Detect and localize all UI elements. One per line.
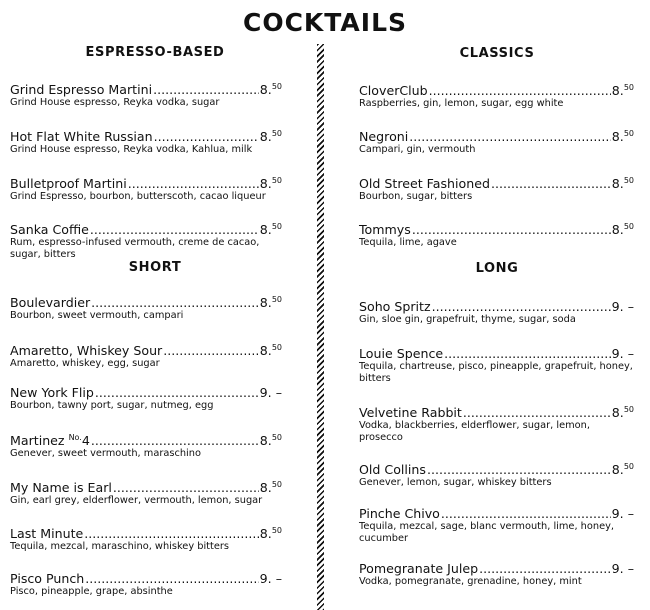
menu-item-price-main: 8.: [259, 222, 272, 237]
menu-item-description: Amaretto, whiskey, egg, sugar: [10, 358, 160, 369]
section-heading-classics: CLASSICS: [459, 46, 535, 61]
menu-item-description: Vodka, blackberries, elderflower, sugar, lemon, prosecco: [359, 420, 590, 443]
menu-item-name-text: Bulletproof Martini: [10, 176, 127, 191]
menu-item-price: [260, 477, 282, 495]
menu-item-price-main: 9. –: [259, 385, 282, 400]
dot-leader: [90, 222, 259, 237]
menu-item-price-cents: 50: [271, 480, 282, 489]
menu-item-price-main: 8.: [611, 176, 624, 191]
menu-item-price: [612, 80, 634, 98]
menu-item-price: [612, 459, 634, 477]
menu-title: COCKTAILS: [242, 8, 408, 37]
menu-item-name-text: Last Minute: [10, 526, 84, 541]
menu-item-price: [260, 340, 282, 358]
menu-item-name: [10, 343, 162, 358]
menu-item-name-text: Amaretto, Whiskey Sour: [10, 343, 163, 358]
menu-item-description: Raspberries, gin, lemon, sugar, egg white: [359, 98, 564, 109]
menu-item-price-main: 9. –: [611, 561, 634, 576]
menu-item-name-text: Pomegranate Julep: [359, 561, 479, 576]
menu-item-name: [10, 430, 90, 448]
menu-item-price: [260, 523, 282, 541]
menu-item-price-main: 9. –: [611, 506, 634, 521]
menu-item-name-text: Hot Flat White Russian: [10, 129, 153, 144]
menu-item-price-cents: 50: [271, 82, 282, 91]
menu-item-price-main: 8.: [259, 343, 272, 358]
menu-item: [10, 340, 282, 370]
menu-item-price: [612, 173, 634, 191]
menu-item-name-text: Pisco Punch: [10, 571, 85, 586]
menu-item-line: [10, 340, 282, 358]
dot-leader: [84, 526, 259, 541]
menu-item-line: [10, 385, 282, 400]
menu-item-name: [10, 295, 90, 310]
dot-leader: [409, 129, 611, 144]
dot-leader: [412, 222, 611, 237]
menu-item-price-cents: 50: [623, 83, 634, 92]
menu-item-description: Bourbon, sweet vermouth, campari: [10, 310, 184, 321]
menu-item-name: [359, 405, 462, 420]
menu-item-description: Gin, sloe gin, grapefruit, thyme, sugar, soda: [359, 314, 576, 325]
menu-item: [10, 219, 282, 260]
menu-item-description: Gin, earl grey, elderflower, vermouth, lemon, sugar: [10, 495, 263, 506]
menu-item-price: [260, 173, 282, 191]
dot-leader: [444, 346, 611, 361]
menu-item-price: [612, 126, 634, 144]
menu-item-name-text: Negroni: [359, 129, 409, 144]
menu-item-name-text: New York Flip: [10, 385, 94, 400]
menu-item: [10, 79, 282, 109]
menu-item-name-suffix: 4: [81, 433, 90, 448]
menu-item-price: [260, 79, 282, 97]
menu-item-price-cents: 50: [271, 129, 282, 138]
menu-item-price: [260, 126, 282, 144]
menu-item-price-cents: 50: [623, 405, 634, 414]
menu-item: [359, 506, 634, 544]
menu-item-price: [612, 346, 634, 361]
menu-item-name: [10, 385, 94, 400]
menu-item: [10, 126, 282, 156]
menu-item-line: [10, 571, 282, 586]
menu-item-price: [260, 430, 282, 448]
menu-item: [10, 430, 282, 460]
menu-item-line: [359, 346, 634, 361]
menu-item: [359, 126, 634, 156]
menu-item-line: [359, 219, 634, 237]
menu-item-name: [359, 129, 408, 144]
menu-item-description: Genever, lemon, sugar, whiskey bitters: [359, 477, 552, 488]
menu-item-line: [359, 506, 634, 521]
menu-item-name-text: Grind Espresso Martini: [10, 82, 153, 97]
menu-item-price-main: 8.: [259, 82, 272, 97]
menu-item: [359, 459, 634, 489]
menu-item-price-main: 8.: [259, 526, 272, 541]
menu-item-price: [612, 561, 634, 576]
menu-item-name: [359, 506, 440, 521]
menu-item-description: Bourbon, sugar, bitters: [359, 191, 473, 202]
menu-item: [10, 292, 282, 322]
menu-item-name: [10, 571, 84, 586]
menu-item-line: [359, 80, 634, 98]
dot-leader: [128, 176, 259, 191]
menu-item-name-text: Sanka Coffie: [10, 222, 89, 237]
menu-item-line: [10, 477, 282, 495]
menu-item: [359, 80, 634, 110]
dot-leader: [154, 129, 259, 144]
menu-item-name-text: Martinez: [10, 433, 65, 448]
column-divider: [317, 44, 324, 610]
menu-item-price-main: 8.: [611, 405, 624, 420]
menu-item-line: [10, 173, 282, 191]
menu-item-price-main: 8.: [259, 176, 272, 191]
menu-item-price-cents: 50: [623, 222, 634, 231]
menu-item-price-cents: 50: [271, 526, 282, 535]
menu-item-price-main: 8.: [259, 480, 272, 495]
menu-item-line: [359, 561, 634, 576]
menu-item-name: [359, 222, 411, 237]
menu-item: [359, 346, 634, 384]
menu-item-name: [10, 480, 112, 495]
dot-leader: [432, 299, 611, 314]
menu-item: [359, 561, 634, 588]
menu-item-name-text: Velvetine Rabbit: [359, 405, 462, 420]
menu-item-name-text: Soho Spritz: [359, 299, 431, 314]
menu-item-name-text: Louie Spence: [359, 346, 444, 361]
menu-item-line: [359, 173, 634, 191]
menu-item-price-main: 9. –: [611, 299, 634, 314]
menu-item-price-cents: 50: [271, 176, 282, 185]
menu-item-price-main: 8.: [259, 129, 272, 144]
menu-item-line: [10, 292, 282, 310]
menu-item-description: Rum, espresso-infused vermouth, creme de cacao, sugar, bitters: [10, 237, 260, 260]
menu-item-price-cents: 50: [271, 295, 282, 304]
menu-item-description: Tequila, mezcal, maraschino, whiskey bitters: [10, 541, 230, 552]
menu-item-name: [359, 83, 428, 98]
menu-item-price: [612, 506, 634, 521]
menu-item-name: [359, 462, 426, 477]
menu-item-price-cents: 50: [623, 176, 634, 185]
menu-item-price: [612, 219, 634, 237]
menu-item-name-text: Pinche Chivo: [359, 506, 440, 521]
menu-item-price-cents: 50: [623, 129, 634, 138]
menu-item: [359, 402, 634, 443]
section-heading-short: SHORT: [128, 260, 182, 275]
dot-leader: [113, 480, 259, 495]
menu-item-price-main: 8.: [611, 129, 624, 144]
menu-item-line: [359, 299, 634, 314]
menu-item-description: Grind House espresso, Reyka vodka, Kahlua, milk: [10, 144, 253, 155]
menu-item-name: [359, 561, 478, 576]
menu-item-price-main: 9. –: [259, 571, 282, 586]
menu-item-name: [10, 526, 83, 541]
menu-item-name: [359, 346, 443, 361]
menu-item-description: Bourbon, tawny port, sugar, nutmeg, egg: [10, 400, 214, 411]
menu-item-line: [10, 430, 282, 448]
menu-item-name-text: Old Collins: [359, 462, 426, 477]
menu-item-name-text: My Name is Earl: [10, 480, 112, 495]
menu-item-name: [359, 176, 490, 191]
menu-item-name-text: Boulevardier: [10, 295, 91, 310]
menu-item-price-main: 8.: [259, 433, 272, 448]
menu-item-price-main: 8.: [611, 462, 624, 477]
section-heading-espresso: ESPRESSO-BASED: [85, 45, 225, 60]
dot-leader: [427, 462, 611, 477]
menu-item-description: Campari, gin, vermouth: [359, 144, 476, 155]
menu-item-price-cents: 50: [271, 433, 282, 442]
menu-item-line: [359, 402, 634, 420]
dot-leader: [85, 571, 258, 586]
menu-item-name: [10, 222, 89, 237]
menu-item-name: [359, 299, 431, 314]
dot-leader: [441, 506, 611, 521]
menu-item: [10, 385, 282, 412]
menu-item-price: [260, 292, 282, 310]
dot-leader: [479, 561, 611, 576]
menu-item-description: Vodka, pomegranate, grenadine, honey, mint: [359, 576, 582, 587]
menu-item-name: [10, 129, 153, 144]
dot-leader: [429, 83, 611, 98]
menu-item-description: Tequila, lime, agave: [359, 237, 457, 248]
menu-item: [10, 173, 282, 203]
dot-leader: [491, 176, 611, 191]
menu-item-description: Tequila, chartreuse, pisco, pineapple, grapefruit, honey, bitters: [359, 361, 633, 384]
menu-item-description: Grind House espresso, Reyka vodka, sugar: [10, 97, 220, 108]
menu-item-price-main: 9. –: [611, 346, 634, 361]
section-heading-long: LONG: [475, 261, 519, 276]
menu-item-line: [10, 523, 282, 541]
menu-item-name: [10, 176, 127, 191]
menu-item-price: [612, 299, 634, 314]
menu-item-line: [10, 219, 282, 237]
dot-leader: [463, 405, 611, 420]
menu-item-description: Genever, sweet vermouth, maraschino: [10, 448, 201, 459]
menu-item-price-cents: 50: [271, 222, 282, 231]
menu-item-name-superscript: No.: [68, 433, 82, 442]
menu-item-description: Pisco, pineapple, grape, absinthe: [10, 586, 173, 597]
menu-item-name: [10, 82, 152, 97]
menu-item-price: [260, 385, 282, 400]
menu-item-line: [10, 126, 282, 144]
dot-leader: [95, 385, 259, 400]
menu-item-price-main: 8.: [611, 83, 624, 98]
menu-item-price: [612, 402, 634, 420]
menu-item-description: Tequila, mezcal, sage, blanc vermouth, lime, honey, cucumber: [359, 521, 615, 544]
dot-leader: [91, 295, 259, 310]
dot-leader: [91, 433, 259, 448]
menu-item: [359, 173, 634, 203]
menu-item-line: [10, 79, 282, 97]
menu-item-line: [359, 459, 634, 477]
menu-item-name-text: CloverClub: [359, 83, 428, 98]
dot-leader: [153, 82, 259, 97]
menu-item: [10, 523, 282, 553]
dot-leader: [163, 343, 259, 358]
menu-item-price-main: 8.: [259, 295, 272, 310]
menu-item-price: [260, 571, 282, 586]
menu-item-description: Grind Espresso, bourbon, butterscoth, cacao liqueur: [10, 191, 266, 202]
menu-item-line: [359, 126, 634, 144]
menu-item-price-cents: 50: [271, 343, 282, 352]
menu-item-price-main: 8.: [611, 222, 624, 237]
menu-item-price: [260, 219, 282, 237]
menu-item-name-text: Old Street Fashioned: [359, 176, 490, 191]
menu-item: [10, 477, 282, 507]
menu-item: [359, 219, 634, 249]
menu-item-name-text: Tommys: [359, 222, 411, 237]
menu-item-price-cents: 50: [623, 462, 634, 471]
menu-item: [10, 571, 282, 598]
menu-item: [359, 299, 634, 326]
